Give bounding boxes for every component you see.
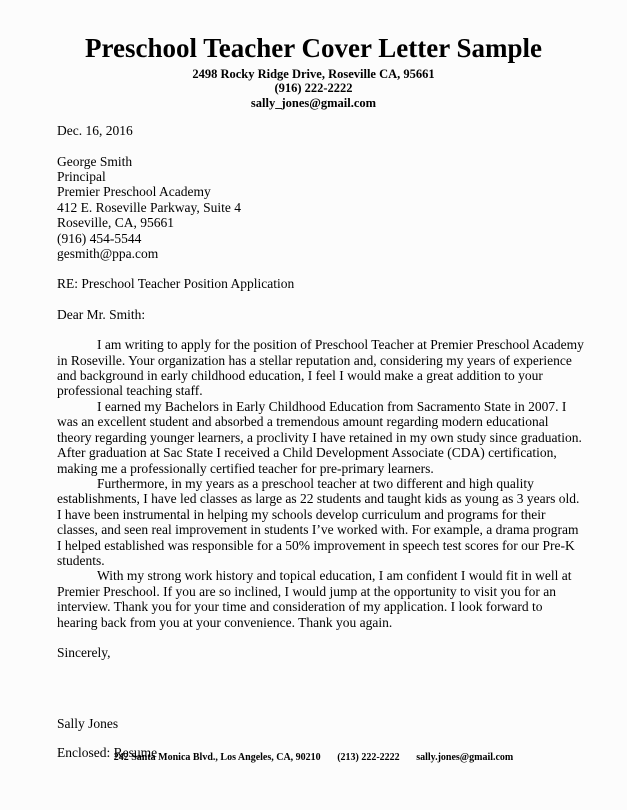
recipient-name: George Smith [57,153,133,169]
body-paragraph: Furthermore, in my years as a preschool teacher at two different and high quality establishments, I have led classes as large as 22 students and taught kids as young as 3 years old. I have been instrumental in helping my schools develop curriculum and programs for their classes, and seen real improvement in students I’ve worked with. For example, a drama program I helped established was responsible for a 50% improvement in speech test scores for our Pre-K students. [57,475,580,568]
recipient-street: 412 E. Roseville Parkway, Suite 4 [57,199,241,215]
letter-footer [0,752,627,764]
header-email: sally_jones@gmail.com [250,95,377,110]
recipient-organization: Premier Preschool Academy [57,184,211,200]
body-paragraphs [57,337,585,630]
footer-phone: (213) 222-2222 [337,752,400,763]
recipient-block [57,154,585,262]
salutation: Dear Mr. Smith: [57,306,146,322]
body-paragraph: I am writing to apply for the position of Preschool Teacher at Premier Preschool Academy in Roseville. Your organization has a stellar reputation and, considering my years of experience and background in early childhood education, I feel I would make a great addition to your professional teaching staff. [57,337,584,399]
recipient-email: gesmith@ppa.com [57,246,159,262]
recipient-city: Roseville, CA, 95661 [57,215,174,231]
header-address: 2498 Rocky Ridge Drive, Roseville CA, 95661 [192,66,435,81]
letter-header [0,0,627,110]
closing: Sincerely, [57,644,111,660]
page-title: Preschool Teacher Cover Letter Sample [85,33,542,63]
body-paragraph: With my strong work history and topical education, I am confident I would fit in well at Premier Preschool. If you are so inclined, I would jump at the opportunity to visit you for an interview. Thank you for your time and consideration of my application. I look forward to hearing back from you at your convenience. Thank you again. [57,568,572,630]
body-paragraph: I earned my Bachelors in Early Childhood Education from Sacramento State in 2007. I was an excellent student and absorbed a tremendous amount regarding modern educational theory regarding younger learners, a proclivity I have retained in my own study since graduation. After graduation at Sac State I received a Child Development Associate (CDA) certification, making me a professionally certified teacher for pre-primary learners. [57,398,582,476]
signature-name: Sally Jones [57,716,119,732]
recipient-phone: (916) 454-5544 [57,230,142,246]
enclosure-note: Enclosed: Resume [57,744,158,760]
letter-date: Dec. 16, 2016 [57,123,133,139]
recipient-title: Principal [57,169,106,184]
letter-body [0,123,627,760]
header-phone: (916) 222-2222 [274,81,353,96]
footer-address: 242 Santa Monica Blvd., Los Angeles, CA, 90210 [113,752,321,763]
footer-email: sally.jones@gmail.com [416,752,514,763]
subject-line: RE: Preschool Teacher Position Application [57,276,295,292]
